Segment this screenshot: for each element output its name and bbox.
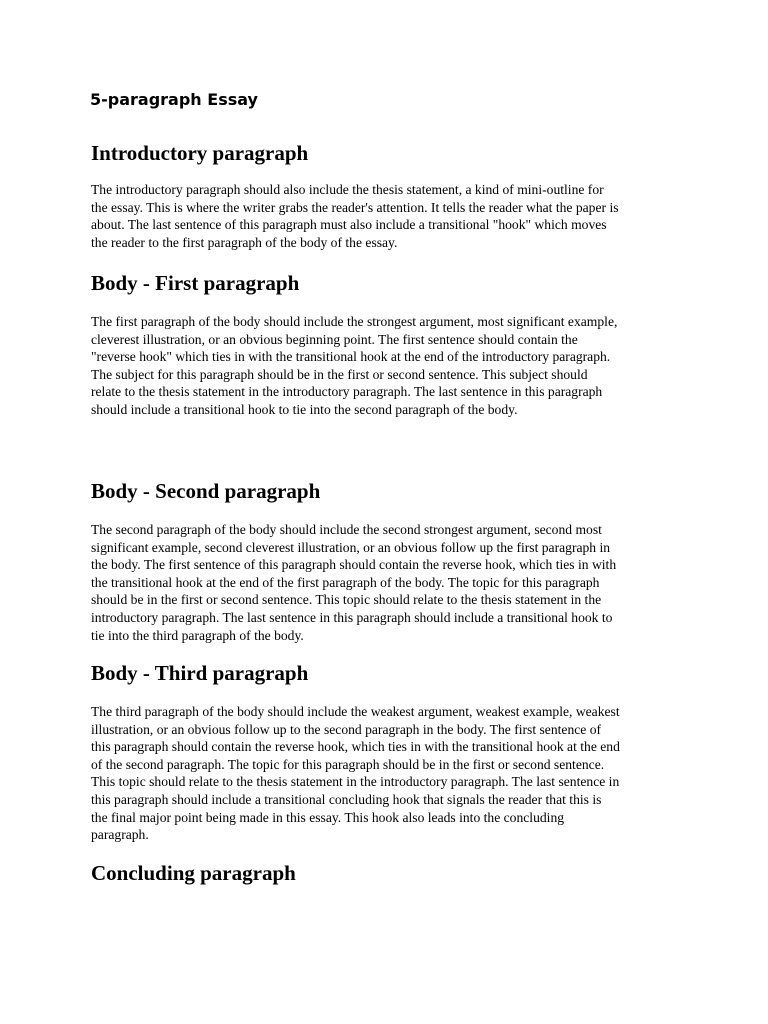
paragraph-line: should be in the first or second sentence. This topic should relate to the thesis statement in the: [91, 592, 602, 608]
paragraph-line: about. The last sentence of this paragraph must also include a transitional "hook" which moves: [91, 217, 607, 233]
paragraph-line: should include a transitional hook to tie into the second paragraph of the body.: [91, 401, 518, 417]
section-paragraph-body-third: [91, 703, 691, 844]
section-heading-introductory: Introductory paragraph: [91, 141, 309, 165]
paragraph-line: the body. The first sentence of this paragraph should contain the reverse hook, which ties in with: [91, 557, 617, 573]
section-paragraph-body-second: [91, 521, 691, 644]
paragraph-line: the final major point being made in this essay. This hook also leads into the concluding: [91, 809, 565, 825]
paragraph-line: relate to the thesis statement in the introductory paragraph. The last sentence in this paragraph: [91, 384, 603, 400]
paragraph-line: The third paragraph of the body should include the weakest argument, weakest example, weakest: [91, 704, 620, 719]
section-paragraph-body-first: [91, 313, 691, 419]
paragraph-line: this paragraph should include a transitional concluding hook that signals the reader that this is: [91, 791, 602, 807]
paragraph-line: paragraph.: [91, 827, 149, 843]
paragraph-line: of the second paragraph. The topic for this paragraph should be in the first or second sentence.: [91, 756, 605, 772]
paragraph-line: illustration, or an obvious follow up to the second paragraph in the body. The first sentence of: [91, 721, 602, 737]
paragraph-line: The first paragraph of the body should include the strongest argument, most significant example,: [91, 314, 618, 329]
paragraph-line: the transitional hook at the end of the first paragraph of the body. The topic for this paragraph: [91, 574, 600, 590]
paragraph-line: this paragraph should contain the reverse hook, which ties in with the transitional hook at the end: [91, 739, 620, 755]
paragraph-line: The second paragraph of the body should include the second strongest argument, second most: [91, 522, 602, 537]
paragraph-line: the reader to the first paragraph of the body of the essay.: [91, 234, 398, 250]
paragraph-line: significant example, second cleverest illustration, or an obvious follow up the first paragraph in: [91, 539, 611, 555]
paragraph-line: This topic should relate to the thesis statement in the introductory paragraph. The last sentence in: [91, 774, 620, 790]
paragraph-line: the essay. This is where the writer grabs the reader's attention. It tells the reader what the paper is: [91, 199, 619, 215]
section-heading-body-third: Body - Third paragraph: [91, 661, 309, 685]
section-paragraph-introductory: [91, 181, 691, 251]
section-heading-body-first: Body - First paragraph: [91, 271, 300, 295]
paragraph-line: "reverse hook" which ties in with the transitional hook at the end of the introductory paragraph.: [91, 349, 611, 365]
paragraph-line: introductory paragraph. The last sentence in this paragraph should include a transitional hook to: [91, 609, 613, 625]
paragraph-line: tie into the third paragraph of the body.: [91, 627, 304, 643]
document-title: 5-paragraph Essay: [90, 90, 258, 109]
section-heading-concluding: Concluding paragraph: [91, 861, 296, 885]
paragraph-line: The introductory paragraph should also include the thesis statement, a kind of mini-outline for: [91, 182, 604, 197]
paragraph-line: The subject for this paragraph should be in the first or second sentence. This subject should: [91, 366, 588, 382]
paragraph-line: cleverest illustration, or an obvious beginning point. The first sentence should contain the: [91, 331, 578, 347]
section-heading-body-second: Body - Second paragraph: [91, 479, 321, 503]
